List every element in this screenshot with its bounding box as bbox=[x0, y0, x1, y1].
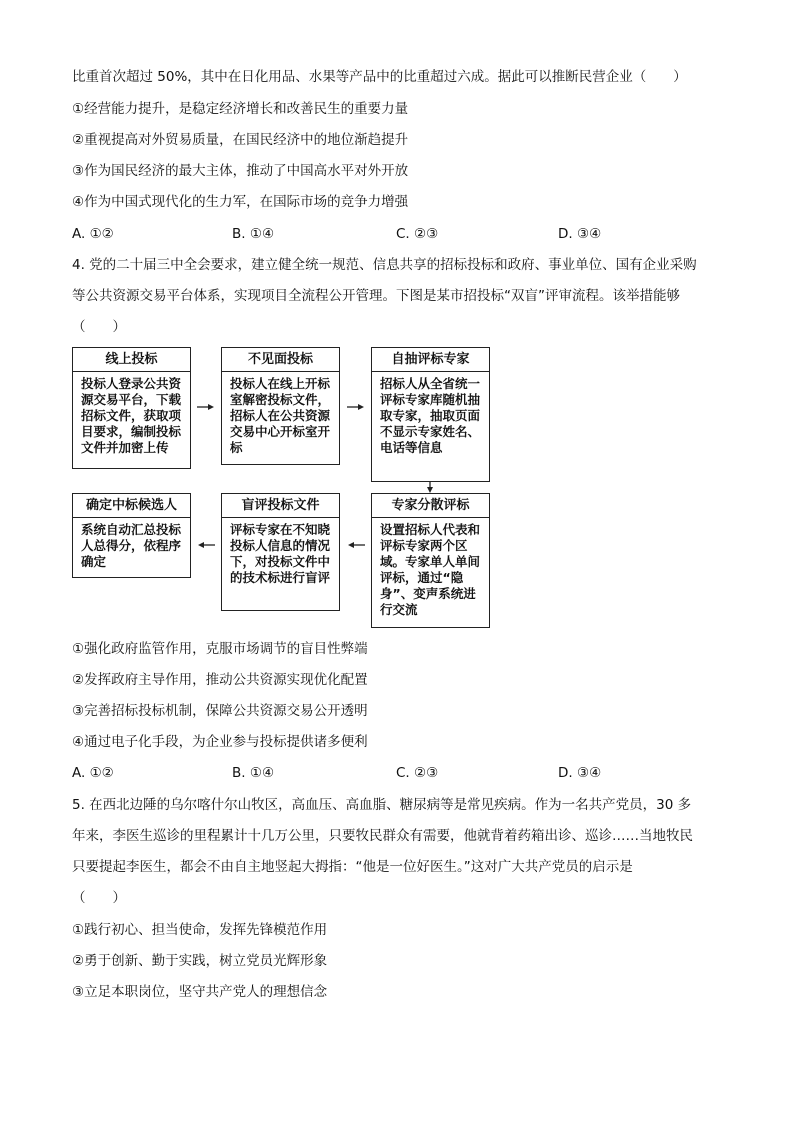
q4-statement-1: ①强化政府监管作用，克服市场调节的盲目性弊端 bbox=[72, 641, 368, 657]
flow-box-title: 专家分散评标 bbox=[372, 494, 489, 518]
q4-stem-line-2: 等公共资源交易平台体系，实现项目全流程公开管理。下图是某市招投标“双盲”评审流程。该举措能够 bbox=[72, 288, 680, 304]
flow-box-body: 招标人从全省统一评标专家库随机抽取专家，抽取页面不显示专家姓名、电话等信息 bbox=[380, 376, 481, 455]
q5-stem-line-2: 年来，李医生巡诊的里程累计十几万公里，只要牧民群众有需要，他就背着药箱出诊、巡诊……当地牧民 bbox=[72, 828, 693, 844]
flow-arrowhead bbox=[208, 404, 214, 410]
q3-statement-2: ②重视提高对外贸易质量，在国民经济中的地位渐趋提升 bbox=[72, 132, 409, 148]
flow-arrowhead bbox=[427, 487, 433, 493]
q3-statement-4: ④作为中国式现代化的生力军，在国际市场的竞争力增强 bbox=[72, 194, 409, 210]
q3-statement-1: ①经营能力提升，是稳定经济增长和改善民生的重要力量 bbox=[72, 101, 409, 117]
q4-stem-answer-blank: （ ） bbox=[72, 319, 126, 335]
q5-statement-2: ②勇于创新、勤于实践，树立党员光辉形象 bbox=[72, 953, 328, 969]
flow-box-body: 评标专家在不知晓投标人信息的情况下，对投标文件中的技术标进行盲评 bbox=[230, 522, 331, 585]
flow-arrowhead bbox=[358, 404, 364, 410]
q5-stem-line-3: 只要提起李医生，都会不由自主地竖起大拇指：“他是一位好医生。”这对广大共产党员的启示是 bbox=[72, 859, 633, 875]
q4-option-d[interactable]: D. ③④ bbox=[558, 765, 602, 781]
q4-option-a[interactable]: A. ①② bbox=[72, 765, 114, 781]
flow-arrowhead bbox=[348, 542, 354, 548]
flow-box-body: 投标人登录公共资源交易平台，下载招标文件，获取项目要求，编制投标文件并加密上传 bbox=[81, 376, 182, 455]
q3-option-b[interactable]: B. ①④ bbox=[232, 226, 275, 242]
q4-statement-2: ②发挥政府主导作用，推动公共资源实现优化配置 bbox=[72, 672, 368, 688]
q5-statement-3: ③立足本职岗位，坚守共产党人的理想信念 bbox=[72, 984, 328, 1000]
q3-option-d[interactable]: D. ③④ bbox=[558, 226, 602, 242]
q4-option-c[interactable]: C. ②③ bbox=[396, 765, 439, 781]
flow-box-title: 盲评投标文件 bbox=[222, 494, 339, 518]
flow-arrowhead bbox=[198, 542, 204, 548]
q3-stem-tail: 比重首次超过 50%，其中在日化用品、水果等产品中的比重超过六成。据此可以推断民营企业（ ） bbox=[72, 69, 687, 85]
q5-stem-answer-blank: （ ） bbox=[72, 890, 126, 906]
q4-statement-4: ④通过电子化手段，为企业参与投标提供诸多便利 bbox=[72, 734, 368, 750]
flow-box-body: 系统自动汇总投标人总得分，依程序确定 bbox=[81, 522, 182, 569]
flow-box-body: 设置招标人代表和评标专家两个区域。专家单人单间评标，通过“隐身”、变声系统进行交流 bbox=[380, 522, 481, 617]
q5-statement-1: ①践行初心、担当使命，发挥先锋模范作用 bbox=[72, 922, 328, 938]
flow-box-title: 线上投标 bbox=[73, 348, 190, 372]
flow-box-title: 自抽评标专家 bbox=[372, 348, 489, 372]
q4-option-b[interactable]: B. ①④ bbox=[232, 765, 275, 781]
flow-box-title: 确定中标候选人 bbox=[73, 494, 190, 518]
q4-options bbox=[72, 764, 732, 782]
q4-statement-3: ③完善招标投标机制，保障公共资源交易公开透明 bbox=[72, 703, 368, 719]
q3-option-c[interactable]: C. ②③ bbox=[396, 226, 439, 242]
q3-option-a[interactable]: A. ①② bbox=[72, 226, 114, 242]
q3-statement-3: ③作为国民经济的最大主体，推动了中国高水平对外开放 bbox=[72, 163, 409, 179]
flow-box-title: 不见面投标 bbox=[222, 348, 339, 372]
q5-stem-line-1: 5. 在西北边陲的乌尔喀什尔山牧区，高血压、高血脂、糖尿病等是常见疾病。作为一名共产党员，30 多 bbox=[72, 797, 692, 813]
q4-stem-line-1: 4. 党的二十届三中全会要求，建立健全统一规范、信息共享的招标投标和政府、事业单位、国有企业采购 bbox=[72, 257, 697, 273]
flow-box-body: 投标人在线上开标室解密投标文件，招标人在公共资源交易中心开标室开标 bbox=[230, 376, 331, 455]
